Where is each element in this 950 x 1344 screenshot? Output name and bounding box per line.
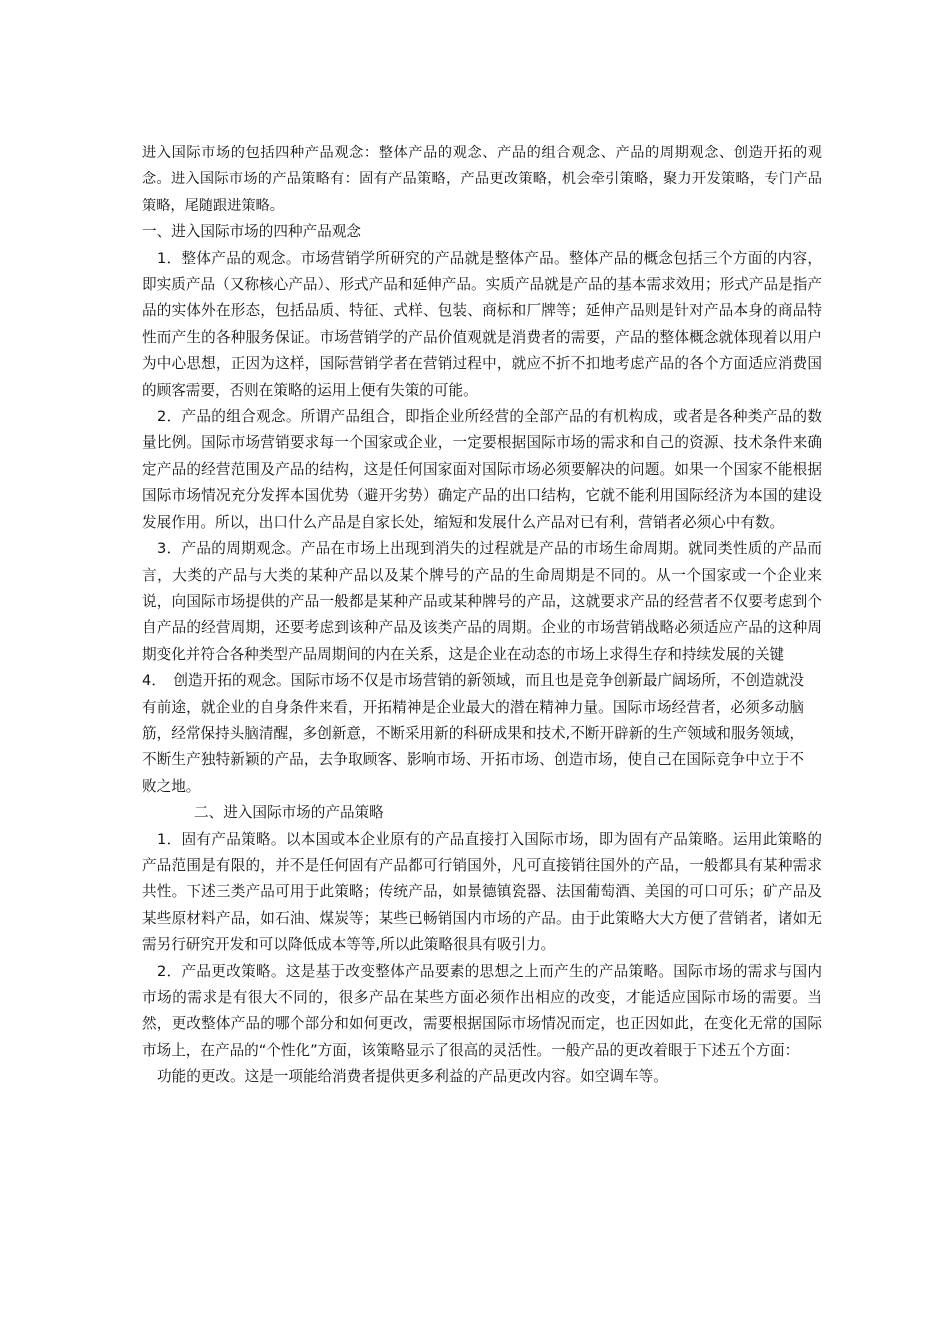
paragraph-product-mix: 2．产品的组合观念。所谓产品组合，即指企业所经营的全部产品的有机构成，或者是各种类产品的数量比例。国际市场营销要求每一个国家或企业，一定要根据国际市场的需求和自己的资源、技术条件来确定产品的经营范围及产品的结构，这是任何国家面对国际市场必须要解决的问题。如果一个国家不能根据国际市场情况充分发挥本国优势（避开劣势）确定产品的出口结构，它就不能利用国际经济为本国的建设发展作用。所以，出口什么产品是自家长处，缩短和发展什么产品对已有利，营销者必须心中有数。 xyxy=(142,408,822,531)
section-heading-2: 二、进入国际市场的产品策略 xyxy=(194,804,384,822)
intro-paragraph: 进入国际市场的包括四种产品观念：整体产品的观念、产品的组合观念、产品的周期观念、创造开拓的观念。进入国际市场的产品策略有：固有产品策略，产品更改策略，机会牵引策略，聚力开发策略，专门产品策略，尾随跟进策略。 xyxy=(142,145,822,214)
paragraph-function-change: 功能的更改。这是一项能给消费者提供更多利益的产品更改内容。如空调车等。 xyxy=(157,1068,668,1086)
document-page xyxy=(142,140,822,1091)
paragraph-whole-product: 1．整体产品的观念。市场营销学所研究的产品就是整体产品。整体产品的概念包括三个方面的内容，即实质产品（又称核心产品）、形式产品和延伸产品。实质产品就是产品的基本需求效用；形式产品是指产品的实体外在形态，包括品质、特征、式样、包装、商标和厂牌等；延伸产品则是针对产品本身的商品特性而产生的各种服务保证。市场营销学的产品价值观就是消费者的需要，产品的整体概念就体现着以用户为中心思想，正因为这样，国际营销学者在营销过程中，就应不折不扣地考虑产品的各个方面适应消费国的顾客需要，否则在策略的运用上便有失策的可能。 xyxy=(142,249,822,399)
paragraph-product-cycle: 3．产品的周期观念。产品在市场上出现到消失的过程就是产品的市场生命周期。就同类性质的产品而言，大类的产品与大类的某种产品以及某个牌号的产品的生命周期是不同的。从一个国家或一个企业来说，向国际市场提供的产品一般都是某种产品或某种牌号的产品，这就要求产品的经营者不仅要考虑到个自产品的经营周期，还要考虑到该种产品及该类产品的周期。企业的市场营销战略必须适应产品的这种周期变化并符合各种类型产品周期间的内在关系，这是企业在动态的市场上求得生存和持续发展的关键 xyxy=(142,540,822,663)
paragraph-innovation: 4． 创造开拓的观念。国际市场不仅是市场营销的新领域，而且也是竞争创新最广阔场所，不创造就没有前途，就企业的自身条件来看，开拓精神是企业最大的潜在精神力量。国际市场经营者，必须多动脑筋，经常保持头脑清醒，多创新意，不断采用新的科研成果和技术,不断开辟新的生产领域和服务领域，不断生产独特新颖的产品，去争取顾客、影响市场、开拓市场、创造市场，使自己在国际竞争中立于不败之地。 xyxy=(142,672,804,795)
section-heading-1: 一、进入国际市场的四种产品观念 xyxy=(142,223,361,241)
paragraph-inherent-product-strategy: 1．固有产品策略。以本国或本企业原有的产品直接打入国际市场，即为固有产品策略。运用此策略的产品范围是有限的，并不是任何固有产品都可行销国外，凡可直接销往国外的产品，一般都具有某种需求共性。下述三类产品可用于此策略；传统产品，如景德镇瓷器、法国葡萄酒、美国的可口可乐；矿产品及某些原材料产品，如石油、煤炭等；某些已畅销国内市场的产品。由于此策略大大方便了营销者，诸如无需另行研究开发和可以降低成本等等,所以此策略很具有吸引力。 xyxy=(142,830,822,954)
paragraph-product-modification-strategy: 2．产品更改策略。这是基于改变整体产品要素的思想之上而产生的产品策略。国际市场的需求与国内市场的需求是有很大不同的，很多产品在某些方面必须作出相应的改变，才能适应国际市场的需要。当然，更改整体产品的哪个部分和如何更改，需要根据国际市场情况而定，也正因如此，在变化无常的国际市场上，在产品的“个性化”方面，该策略显示了很高的灵活性。一般产品的更改着眼于下述五个方面： xyxy=(142,962,822,1059)
